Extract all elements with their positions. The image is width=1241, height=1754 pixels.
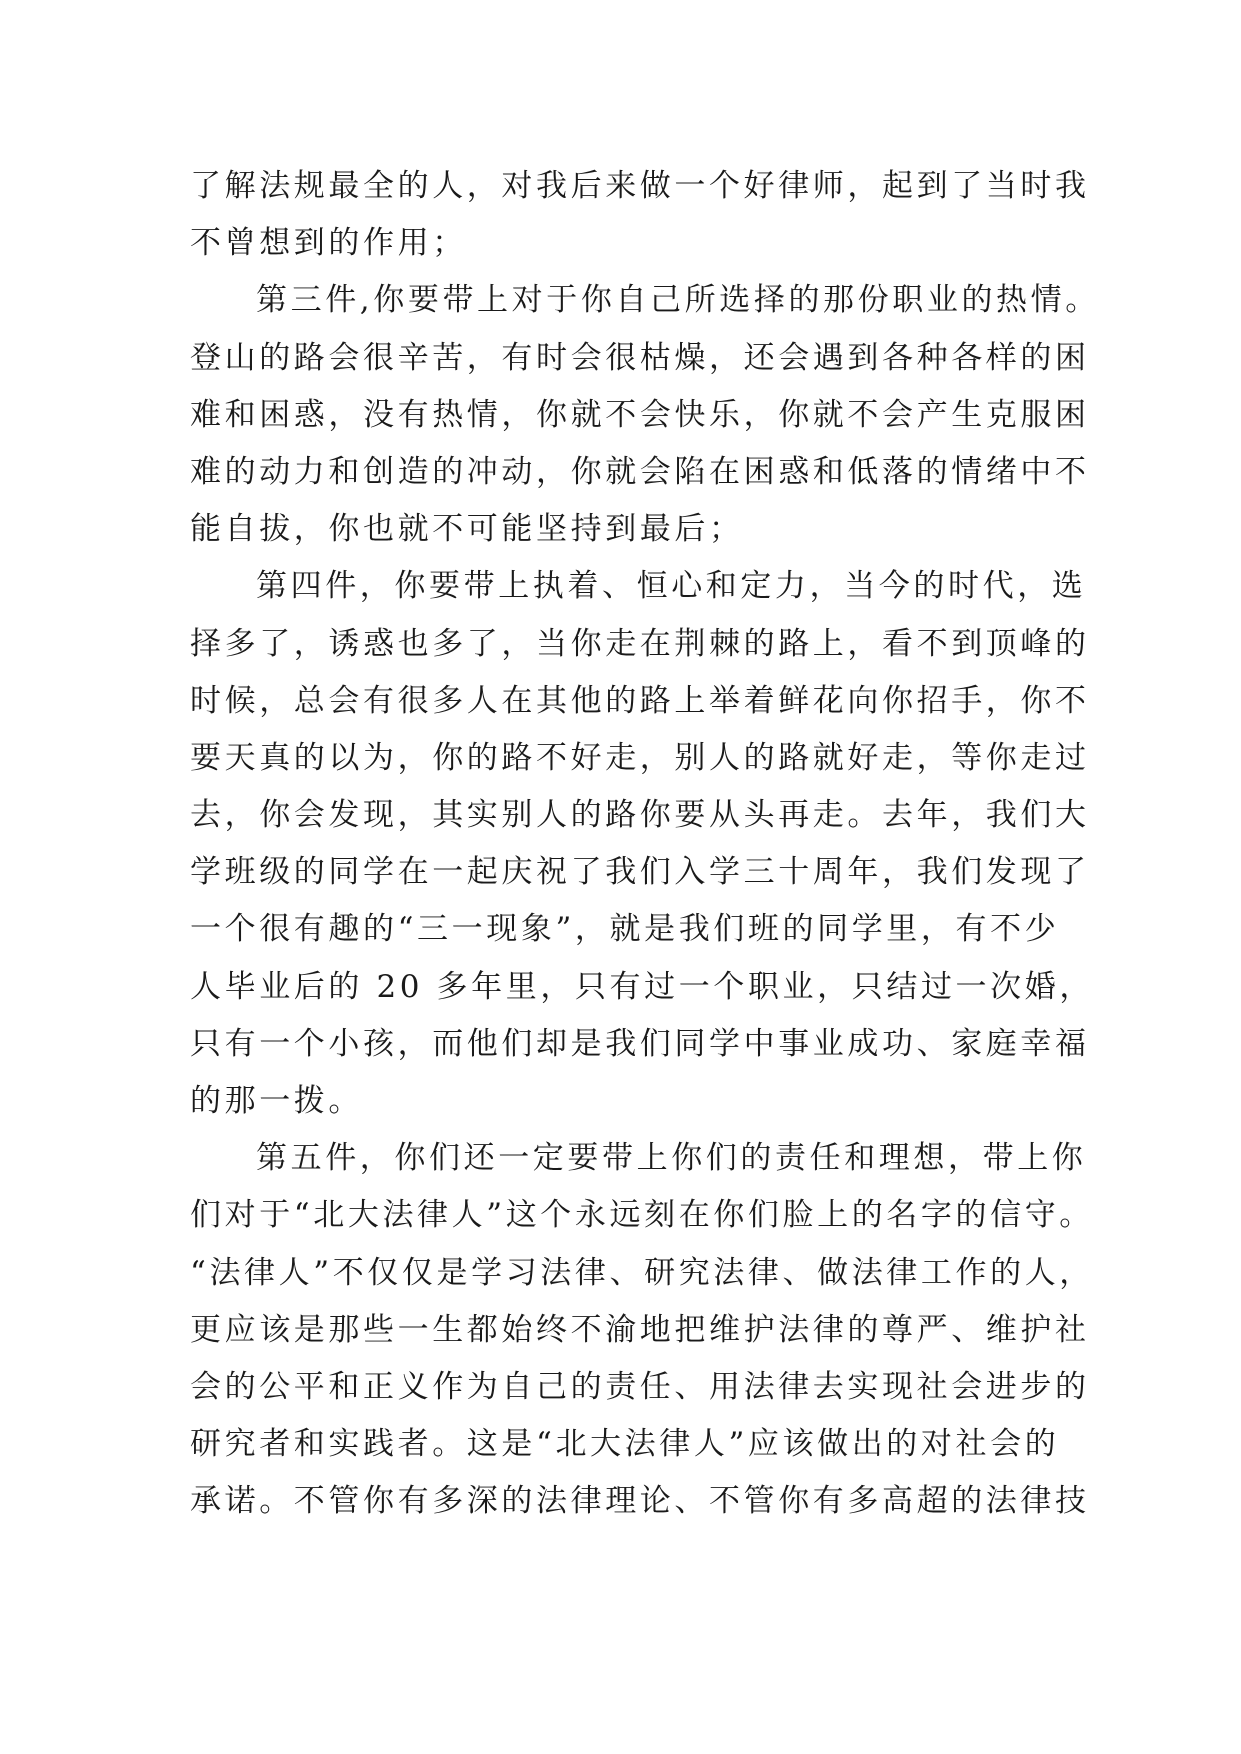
text-line: 研究者和实践者。这是“北大法律人”应该做出的对社会的 [190, 1426, 1060, 1463]
text-line: 人毕业后的 20 多年里，只有过一个职业，只结过一次婚， [190, 968, 1094, 1005]
text-line: 会的公平和正义作为自己的责任、用法律去实现社会进步的 [190, 1368, 1090, 1405]
text-line: 去，你会发现，其实别人的路你要从头再走。去年，我们大 [190, 797, 1090, 834]
text-line: 第三件,你要带上对于你自己所选择的那份职业的热情。 [256, 282, 1100, 319]
text-line: 不曾想到的作用； [190, 225, 467, 262]
text-line: 学班级的同学在一起庆祝了我们入学三十周年，我们发现了 [190, 854, 1090, 891]
text-line: 们对于“北大法律人”这个永远刻在你们脸上的名字的信守。 [190, 1197, 1094, 1234]
body-text [190, 158, 1100, 1531]
text-line: 的那一拨。 [190, 1083, 363, 1119]
text-line: 登山的路会很辛苦，有时会很枯燥，还会遇到各种各样的困 [190, 339, 1090, 376]
text-line: 择多了，诱惑也多了，当你走在荆棘的路上，看不到顶峰的 [190, 625, 1090, 662]
text-line: 要天真的以为，你的路不好走，别人的路就好走，等你走过 [190, 739, 1090, 776]
text-line: 更应该是那些一生都始终不渝地把维护法律的尊严、维护社 [190, 1311, 1090, 1348]
text-line: 能自拔，你也就不可能坚持到最后； [190, 511, 744, 548]
text-line: 了解法规最全的人，对我后来做一个好律师，起到了当时我 [190, 168, 1090, 204]
text-line: 只有一个小孩，而他们却是我们同学中事业成功、家庭幸福 [190, 1025, 1090, 1062]
text-line: 难和困惑，没有热情，你就不会快乐，你就不会产生克服困 [190, 396, 1090, 433]
text-line: 第五件，你们还一定要带上你们的责任和理想，带上你 [256, 1140, 1087, 1177]
text-line: “法律人”不仅仅是学习法律、研究法律、做法律工作的人， [190, 1254, 1094, 1291]
text-line: 承诺。不管你有多深的法律理论、不管你有多高超的法律技 [190, 1483, 1090, 1520]
text-line: 第四件，你要带上执着、恒心和定力，当今的时代，选 [256, 568, 1087, 605]
text-line: 难的动力和创造的冲动，你就会陷在困惑和低落的情绪中不 [190, 453, 1090, 490]
text-line: 一个很有趣的“三一现象”，就是我们班的同学里，有不少 [190, 911, 1060, 948]
text-line: 时候，总会有很多人在其他的路上举着鲜花向你招手，你不 [190, 682, 1090, 719]
